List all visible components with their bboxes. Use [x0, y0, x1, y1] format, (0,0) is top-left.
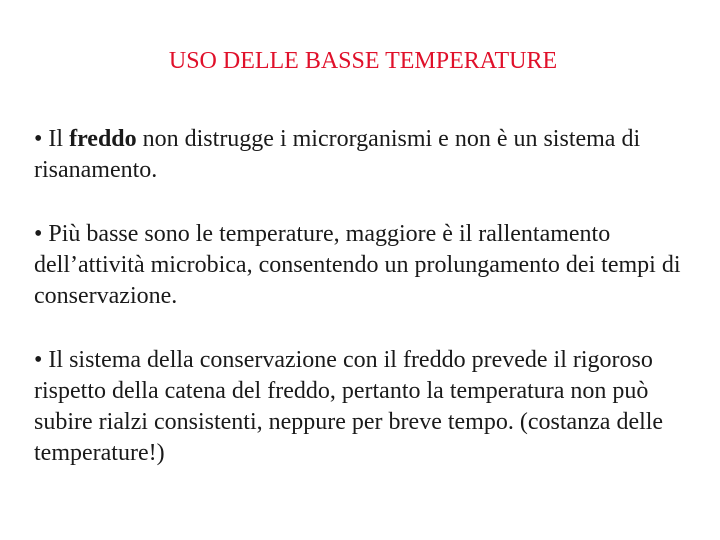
- slide-body: [34, 124, 694, 469]
- slide-title: USO DELLE BASSE TEMPERATURE: [168, 48, 558, 74]
- paragraph-1-emphasis: freddo: [69, 126, 137, 152]
- bullet-paragraph-3: [34, 345, 694, 469]
- bullet-icon: •: [34, 347, 43, 373]
- paragraph-1-text-start: Il: [48, 126, 70, 152]
- bullet-icon: •: [34, 126, 43, 152]
- paragraph-3-text: Il sistema della conservazione con il freddo prevede il rigoroso rispetto della catena del freddo, pertanto la temperatura non può subire rialzi consistenti, neppure per breve tempo. (costanza delle temperature!): [34, 347, 664, 466]
- bullet-paragraph-1: [34, 124, 694, 186]
- paragraph-2-text: Più basse sono le temperature, maggiore è il rallentamento dell’attività microbica, consentendo un prolungamento dei tempi di conservazione.: [34, 221, 681, 309]
- bullet-paragraph-2: [34, 219, 694, 312]
- paragraph-1-text-end: non distrugge i microrganismi e non è un sistema di risanamento.: [34, 126, 641, 183]
- bullet-icon: •: [34, 221, 43, 247]
